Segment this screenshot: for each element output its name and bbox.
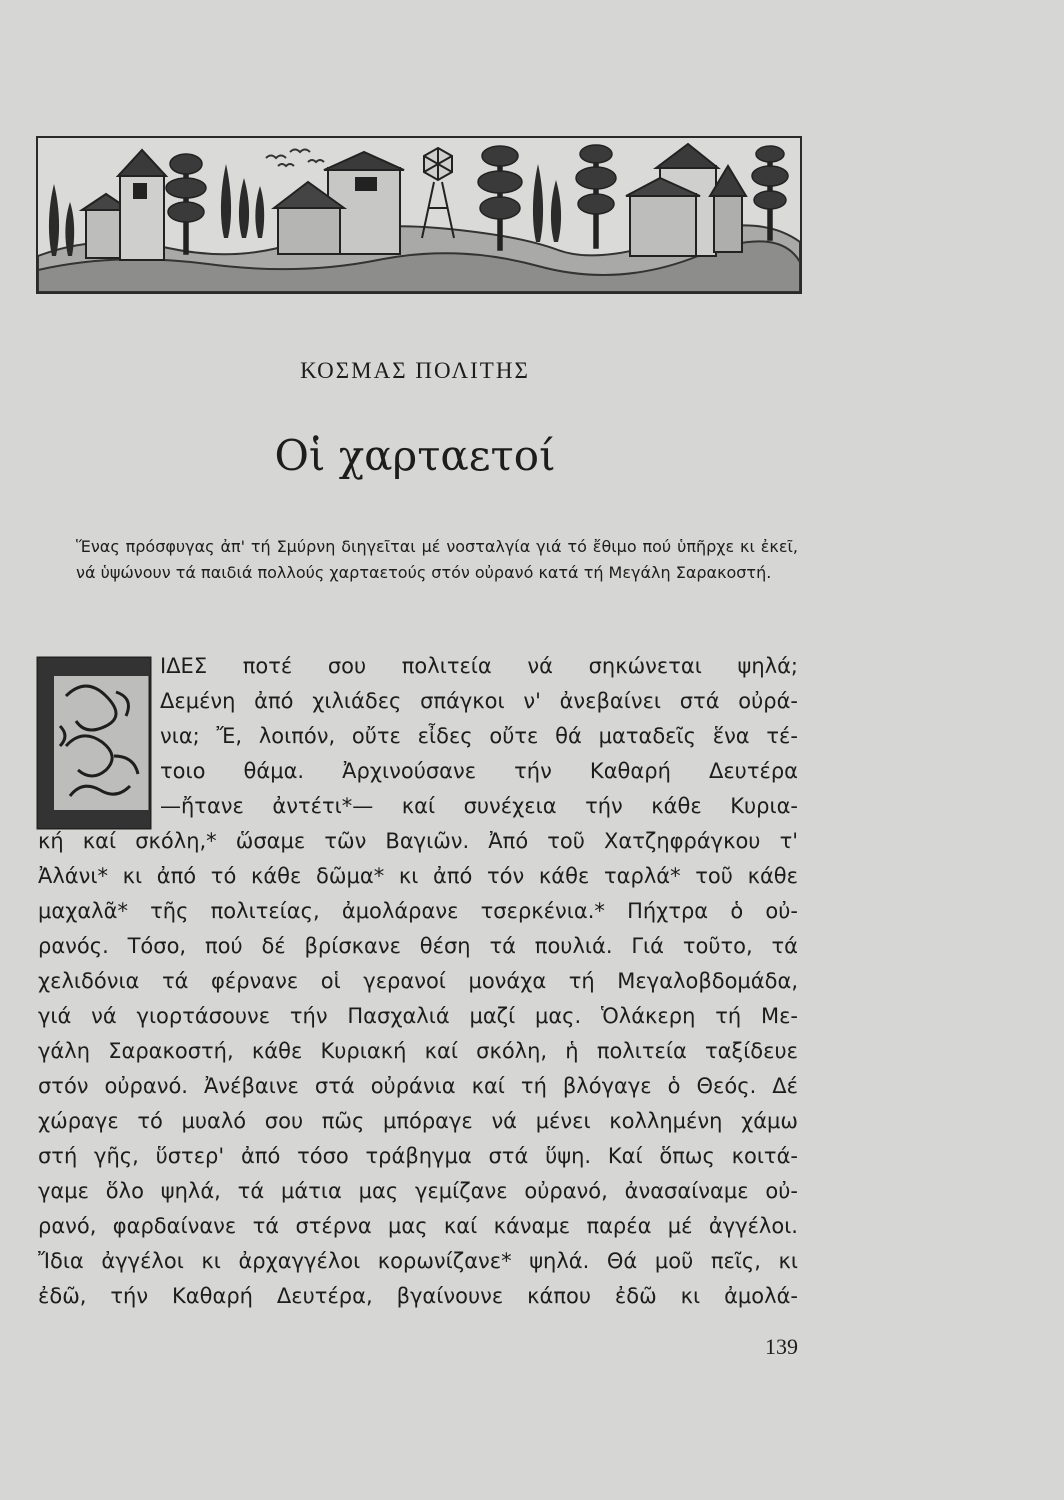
body-line: ρανός. Τόσο, πού δέ βρίσκανε θέση τά πουλιά. Γιά τοῦτο, τά: [38, 934, 798, 958]
body-line: χελιδόνια τά φέρνανε οἱ γερανοί μονάχα τή Μεγαλοβδομάδα,: [38, 969, 798, 993]
body-line: στόν οὐρανό. Ἀνέβαινε στά οὐράνια καί τή βλόγαγε ὁ Θεός. Δέ: [38, 1074, 798, 1098]
author-name: ΚΟΣΜΑΣ ΠΟΛΙΤΗΣ: [300, 358, 530, 383]
body-line: —ἤτανε ἀντέτι*— καί συνέχεια τήν κάθε Κυρια-: [160, 794, 798, 818]
body-line: γάλη Σαρακοστή, κάθε Κυριακή καί σκόλη, ἡ πολιτεία ταξίδευε: [38, 1039, 798, 1063]
body-line: Ἀλάνι* κι ἀπό τό κάθε δῶμα* κι ἀπό τόν κάθε ταρλά* τοῦ κάθε: [38, 864, 798, 888]
body-line: Δεμένη ἀπό χιλιάδες σπάγκοι ν' ἀνεβαίνει στά οὐρά-: [160, 689, 798, 713]
page-number: 139: [765, 1334, 798, 1359]
body-line: ΙΔΕΣ ποτέ σου πολιτεία νά σηκώνεται ψηλά;: [160, 654, 798, 678]
body-line: ἐδῶ, τήν Καθαρή Δευτέρα, βγαίνουνε κάπου ἐδῶ κι ἀμολά-: [38, 1284, 798, 1308]
body-line: νια; Ἔ, λοιπόν, οὔτε εἶδες οὔτε θά ματαδεῖς ἕνα τέ-: [160, 724, 798, 748]
body-line: γιά νά γιορτάσουνε τήν Πασχαλιά μαζί μας. Ὁλάκερη τή Με-: [38, 1004, 798, 1028]
body-line: στή γῆς, ὕστερ' ἀπό τόσο τράβηγμα στά ὕψη. Καί ὅπως κοιτά-: [38, 1144, 798, 1168]
body-line: μαχαλᾶ* τῆς πολιτείας, ἀμολάρανε τσερκένια.* Πήχτρα ὁ οὐ-: [38, 899, 798, 923]
village-illustration-banner: [36, 136, 802, 294]
body-text: [38, 649, 798, 1314]
body-line: κή καί σκόλη,* ὥσαμε τῶν Βαγιῶν. Ἀπό τοῦ Χατζηφράγκου τ': [38, 829, 798, 853]
body-line: χώραγε τό μυαλό σου πῶς μπόραγε νά μένει κολλημένη χάμω: [38, 1109, 798, 1133]
intro-paragraph: Ἕνας πρόσφυγας ἀπ' τή Σμύρνη διηγεῖται μέ νοσταλγία γιά τό ἔθιμο πού ὑπῆρχε κι ἐκεῖ, νά ὑψώνουν τά παιδιά πολλούς χαρταετούς στόν οὐρανό κατά τή Μεγάλη Σαρακοστή.: [76, 537, 798, 582]
body-line: ρανό, φαρδαίνανε τά στέρνα μας καί κάναμε παρέα μέ ἀγγέλοι.: [38, 1214, 798, 1238]
body-line: γαμε ὅλο ψηλά, τά μάτια μας γεμίζανε οὐρανό, ἀνασαίναμε οὐ-: [38, 1179, 798, 1203]
chapter-title: Οἱ χαρταετοί: [274, 431, 556, 480]
body-line: τοιο θάμα. Ἀρχινούσανε τήν Καθαρή Δευτέρα: [160, 759, 798, 783]
body-line: Ἴδια ἀγγέλοι κι ἀρχαγγέλοι κορωνίζανε* ψηλά. Θά μοῦ πεῖς, κι: [38, 1249, 798, 1273]
